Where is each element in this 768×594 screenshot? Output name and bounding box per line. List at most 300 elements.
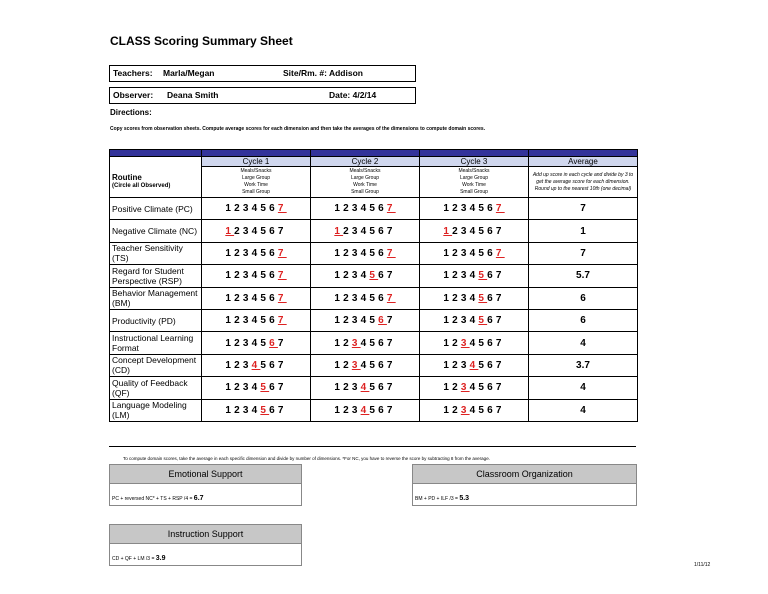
score-option[interactable]: 2	[452, 225, 461, 237]
score-option[interactable]: 1	[225, 337, 235, 349]
score-option[interactable]: 7	[386, 270, 396, 282]
score-option[interactable]: 5	[260, 292, 270, 304]
score-option[interactable]: 5	[260, 270, 270, 282]
scoring-table	[109, 149, 638, 422]
score-option[interactable]: 6	[378, 315, 387, 327]
score-option[interactable]: 5	[260, 315, 270, 327]
table-row	[110, 242, 638, 264]
average-value: 5.7	[529, 265, 638, 287]
score-scale-cycle-1[interactable]	[202, 242, 311, 264]
score-option[interactable]: 7	[386, 247, 396, 259]
score-option[interactable]: 4	[360, 382, 370, 394]
score-option[interactable]: 1	[334, 225, 344, 237]
score-option[interactable]: 6	[269, 203, 278, 215]
score-option[interactable]: 3	[460, 404, 470, 416]
score-option[interactable]: 3	[242, 270, 252, 282]
score-scale-cycle-2[interactable]	[311, 354, 420, 376]
routine-label: Routine	[112, 173, 142, 183]
score-option[interactable]: 7	[386, 404, 396, 416]
score-option[interactable]: 7	[386, 337, 396, 349]
score-option[interactable]: 1	[443, 225, 453, 237]
score-option[interactable]: 1	[334, 203, 344, 215]
score-option[interactable]: 7	[277, 247, 287, 259]
score-scale-cycle-1[interactable]	[202, 332, 311, 354]
score-option[interactable]: 4	[469, 292, 479, 304]
score-option[interactable]: 5	[369, 225, 379, 237]
score-scale-cycle-1[interactable]	[202, 399, 311, 421]
score-option[interactable]: 2	[343, 270, 352, 282]
score-option[interactable]: 5	[369, 359, 379, 371]
score-option[interactable]: 3	[351, 359, 361, 371]
score-option[interactable]: 2	[343, 292, 352, 304]
col-average: Average	[529, 157, 638, 167]
score-option[interactable]: 1	[334, 404, 344, 416]
score-option[interactable]: 3	[242, 315, 252, 327]
score-option[interactable]: 6	[378, 270, 387, 282]
score-option[interactable]: 1	[334, 315, 344, 327]
score-option[interactable]: 4	[469, 359, 479, 371]
score-option[interactable]: 3	[460, 247, 470, 259]
dimension-label: Instructional Learning Format	[110, 332, 202, 354]
score-scale-cycle-2[interactable]	[311, 220, 420, 242]
classroom-organization-value: 5.3	[459, 495, 470, 502]
score-option[interactable]: 6	[269, 337, 278, 349]
score-option[interactable]: 5	[478, 382, 488, 394]
score-option[interactable]: 2	[234, 404, 243, 416]
score-option[interactable]: 3	[351, 382, 361, 394]
table-row	[110, 309, 638, 331]
score-option[interactable]: 4	[469, 315, 479, 327]
score-option[interactable]: 4	[251, 203, 261, 215]
score-option[interactable]: 3	[460, 292, 470, 304]
score-option[interactable]: 2	[234, 247, 243, 259]
score-option[interactable]: 6	[378, 292, 387, 304]
score-option[interactable]: 5	[478, 203, 488, 215]
site-label: Site/Rm. #: Addison	[283, 68, 363, 78]
score-option[interactable]: 4	[251, 382, 261, 394]
score-scale-cycle-1[interactable]	[202, 287, 311, 309]
col-cycle-3: Cycle 3	[420, 157, 529, 167]
score-option[interactable]: 6	[487, 382, 496, 394]
score-option[interactable]: 6	[487, 225, 496, 237]
score-option[interactable]: 5	[478, 315, 488, 327]
score-option[interactable]: 6	[269, 247, 278, 259]
score-option[interactable]: 1	[334, 337, 344, 349]
score-option[interactable]: 5	[369, 337, 379, 349]
score-option[interactable]: 2	[343, 247, 352, 259]
score-scale-cycle-3[interactable]	[420, 220, 529, 242]
score-rows	[110, 198, 638, 422]
score-option[interactable]: 3	[460, 382, 470, 394]
score-option[interactable]: 3	[242, 292, 252, 304]
score-option[interactable]: 3	[460, 203, 470, 215]
score-option[interactable]: 3	[242, 404, 252, 416]
score-option[interactable]: 5	[369, 404, 379, 416]
score-option[interactable]: 4	[360, 359, 370, 371]
score-option[interactable]: 4	[360, 315, 370, 327]
score-scale-cycle-2[interactable]	[311, 309, 420, 331]
score-option[interactable]: 6	[378, 382, 387, 394]
score-option[interactable]: 2	[343, 404, 352, 416]
dimension-label: Concept Development (CD)	[110, 354, 202, 376]
score-option[interactable]: 1	[225, 359, 235, 371]
score-option[interactable]: 4	[469, 225, 479, 237]
score-option[interactable]: 7	[386, 359, 396, 371]
score-option[interactable]: 6	[269, 270, 278, 282]
score-option[interactable]: 1	[334, 359, 344, 371]
score-option[interactable]: 5	[478, 337, 488, 349]
score-option[interactable]: 5	[478, 359, 488, 371]
score-option[interactable]: 4	[360, 225, 370, 237]
score-option[interactable]: 5	[260, 247, 270, 259]
instruction-support-title: Instruction Support	[110, 525, 301, 544]
score-option[interactable]: 3	[242, 225, 252, 237]
average-value: 4	[529, 399, 638, 421]
score-option[interactable]: 2	[452, 270, 461, 282]
score-option[interactable]: 5	[260, 225, 270, 237]
average-value: 6	[529, 309, 638, 331]
score-option[interactable]: 5	[369, 270, 379, 282]
score-option[interactable]: 2	[452, 382, 461, 394]
score-option[interactable]: 4	[360, 337, 370, 349]
score-option[interactable]: 7	[277, 404, 287, 416]
score-option[interactable]: 2	[234, 292, 243, 304]
routine-option[interactable]: Large Group	[350, 175, 380, 181]
score-option[interactable]: 1	[334, 292, 344, 304]
score-option[interactable]: 4	[469, 382, 479, 394]
average-value: 3.7	[529, 354, 638, 376]
score-scale-cycle-1[interactable]	[202, 309, 311, 331]
table-row	[110, 220, 638, 242]
score-option[interactable]: 7	[495, 247, 505, 259]
average-value: 1	[529, 220, 638, 242]
average-value: 7	[529, 242, 638, 264]
score-scale-cycle-1[interactable]	[202, 198, 311, 220]
score-scale-cycle-2[interactable]	[311, 198, 420, 220]
score-scale-cycle-2[interactable]	[311, 399, 420, 421]
score-option[interactable]: 2	[343, 225, 352, 237]
score-option[interactable]: 2	[452, 247, 461, 259]
score-option[interactable]: 7	[386, 382, 396, 394]
score-option[interactable]: 4	[251, 292, 261, 304]
score-option[interactable]: 3	[460, 359, 470, 371]
routine-option[interactable]: Meals/Snacks	[458, 168, 490, 174]
score-option[interactable]: 5	[369, 203, 379, 215]
score-option[interactable]: 5	[260, 337, 270, 349]
score-option[interactable]: 4	[251, 404, 261, 416]
score-option[interactable]: 2	[234, 315, 243, 327]
score-option[interactable]: 5	[260, 203, 270, 215]
score-option[interactable]: 1	[225, 225, 235, 237]
dimension-label: Teacher Sensitivity (TS)	[110, 242, 202, 264]
score-option[interactable]: 5	[478, 270, 488, 282]
teachers-row	[109, 65, 416, 82]
score-option[interactable]: 7	[495, 359, 505, 371]
score-option[interactable]: 7	[495, 404, 505, 416]
score-scale-cycle-1[interactable]	[202, 220, 311, 242]
routine-option[interactable]: Small Group	[242, 189, 270, 195]
score-option[interactable]: 5	[369, 292, 379, 304]
average-value: 4	[529, 377, 638, 399]
score-option[interactable]: 6	[378, 225, 387, 237]
score-option[interactable]: 6	[269, 225, 278, 237]
score-option[interactable]: 2	[343, 359, 352, 371]
score-option[interactable]: 7	[495, 382, 505, 394]
score-option[interactable]: 7	[495, 315, 505, 327]
score-option[interactable]: 1	[443, 315, 453, 327]
score-option[interactable]: 6	[269, 292, 278, 304]
score-option[interactable]: 1	[443, 404, 453, 416]
score-option[interactable]: 6	[378, 359, 387, 371]
score-option[interactable]: 1	[334, 382, 344, 394]
score-option[interactable]: 7	[277, 337, 287, 349]
score-option[interactable]: 3	[351, 270, 361, 282]
routine-option[interactable]: Large Group	[241, 175, 271, 181]
score-option[interactable]: 4	[251, 337, 261, 349]
table-row	[110, 399, 638, 421]
classroom-organization-panel	[412, 464, 637, 506]
score-scale-cycle-1[interactable]	[202, 265, 311, 287]
table-row	[110, 332, 638, 354]
score-option[interactable]: 4	[360, 203, 370, 215]
score-scale-cycle-3[interactable]	[420, 287, 529, 309]
score-scale-cycle-2[interactable]	[311, 377, 420, 399]
score-option[interactable]: 1	[443, 292, 453, 304]
score-scale-cycle-1[interactable]	[202, 354, 311, 376]
score-option[interactable]: 6	[269, 382, 278, 394]
score-option[interactable]: 7	[495, 203, 505, 215]
routine-option[interactable]: Meals/Snacks	[349, 168, 381, 174]
score-option[interactable]: 7	[277, 292, 287, 304]
routine-option[interactable]: Large Group	[459, 175, 489, 181]
score-option[interactable]: 1	[225, 315, 235, 327]
score-option[interactable]: 7	[386, 225, 396, 237]
score-option[interactable]: 7	[495, 270, 505, 282]
emotional-support-title: Emotional Support	[110, 465, 301, 484]
score-option[interactable]: 7	[277, 203, 287, 215]
score-option[interactable]: 4	[469, 337, 479, 349]
score-option[interactable]: 1	[225, 292, 235, 304]
score-option[interactable]: 3	[351, 292, 361, 304]
score-option[interactable]: 5	[369, 382, 379, 394]
score-option[interactable]: 3	[242, 382, 252, 394]
score-option[interactable]: 3	[351, 247, 361, 259]
score-option[interactable]: 6	[487, 359, 496, 371]
dimension-label: Positive Climate (PC)	[110, 198, 202, 220]
score-option[interactable]: 3	[242, 337, 252, 349]
score-option[interactable]: 4	[251, 359, 261, 371]
score-option[interactable]: 1	[443, 203, 453, 215]
score-option[interactable]: 2	[452, 404, 461, 416]
score-option[interactable]: 6	[269, 315, 278, 327]
score-scale-cycle-3[interactable]	[420, 354, 529, 376]
score-option[interactable]: 3	[460, 337, 470, 349]
score-option[interactable]: 1	[225, 382, 235, 394]
score-option[interactable]: 2	[343, 382, 352, 394]
score-scale-cycle-2[interactable]	[311, 332, 420, 354]
routine-options-cycle-1[interactable]	[202, 167, 311, 198]
score-option[interactable]: 1	[225, 203, 235, 215]
score-option[interactable]: 4	[469, 404, 479, 416]
score-option[interactable]: 6	[378, 404, 387, 416]
routine-option[interactable]: Meals/Snacks	[240, 168, 272, 174]
score-option[interactable]: 2	[234, 337, 243, 349]
score-option[interactable]: 3	[242, 203, 252, 215]
dimension-label: Productivity (PD)	[110, 309, 202, 331]
score-option[interactable]: 7	[277, 270, 287, 282]
score-option[interactable]: 2	[452, 203, 461, 215]
score-option[interactable]: 2	[452, 315, 461, 327]
score-option[interactable]: 4	[360, 247, 370, 259]
score-option[interactable]: 5	[478, 225, 488, 237]
score-option[interactable]: 3	[460, 225, 470, 237]
score-option[interactable]: 7	[277, 382, 287, 394]
routine-options-cycle-2[interactable]	[311, 167, 420, 198]
score-option[interactable]: 7	[277, 315, 287, 327]
score-option[interactable]: 6	[269, 359, 278, 371]
score-option[interactable]: 5	[260, 382, 270, 394]
col-cycle-1: Cycle 1	[202, 157, 311, 167]
score-option[interactable]: 5	[369, 247, 379, 259]
score-option[interactable]: 7	[495, 292, 505, 304]
score-option[interactable]: 6	[487, 247, 496, 259]
score-option[interactable]: 3	[242, 247, 252, 259]
score-option[interactable]: 1	[443, 359, 453, 371]
score-option[interactable]: 6	[487, 337, 496, 349]
dimension-label: Behavior Management (BM)	[110, 287, 202, 309]
table-header-row	[110, 157, 638, 167]
score-scale-cycle-3[interactable]	[420, 309, 529, 331]
score-option[interactable]: 2	[234, 359, 243, 371]
score-option[interactable]: 6	[487, 203, 496, 215]
score-option[interactable]: 4	[469, 203, 479, 215]
score-option[interactable]: 6	[487, 270, 496, 282]
score-option[interactable]: 1	[225, 404, 235, 416]
date-label: Date: 4/2/14	[329, 90, 377, 100]
score-scale-cycle-2[interactable]	[311, 287, 420, 309]
teachers-label: Teachers:	[113, 68, 153, 78]
dimension-label: Quality of Feedback (QF)	[110, 377, 202, 399]
score-option[interactable]: 5	[369, 315, 379, 327]
routine-options-cycle-3[interactable]	[420, 167, 529, 198]
score-option[interactable]: 1	[443, 247, 453, 259]
score-option[interactable]: 3	[460, 270, 470, 282]
footer-date: 1/11/12	[694, 562, 711, 568]
score-option[interactable]: 5	[478, 292, 488, 304]
score-option[interactable]: 2	[343, 203, 352, 215]
score-option[interactable]: 7	[277, 225, 287, 237]
compute-note: To compute domain scores, take the average in each specific dimension and divide by number of dimensions. *For NC, you have to reverse the score by subtracting 8 from the average.	[123, 456, 490, 461]
observer-row	[109, 87, 416, 104]
score-option[interactable]: 5	[260, 404, 270, 416]
score-option[interactable]: 4	[251, 315, 261, 327]
score-option[interactable]: 7	[386, 203, 396, 215]
table-row	[110, 198, 638, 220]
score-option[interactable]: 2	[452, 292, 461, 304]
divider	[109, 446, 636, 447]
score-option[interactable]: 2	[343, 315, 352, 327]
score-option[interactable]: 6	[378, 337, 387, 349]
score-option[interactable]: 4	[251, 270, 261, 282]
score-option[interactable]: 1	[443, 382, 453, 394]
score-option[interactable]: 2	[452, 337, 461, 349]
score-option[interactable]: 1	[334, 247, 344, 259]
score-option[interactable]: 7	[386, 292, 396, 304]
dimension-label: Regard for Student Perspective (RSP)	[110, 265, 202, 287]
average-value: 6	[529, 287, 638, 309]
score-option[interactable]: 4	[360, 270, 370, 282]
score-option[interactable]: 7	[495, 337, 505, 349]
score-option[interactable]: 4	[251, 247, 261, 259]
routine-option[interactable]: Work Time	[462, 182, 486, 188]
score-option[interactable]: 4	[360, 292, 370, 304]
score-option[interactable]: 2	[234, 225, 243, 237]
score-option[interactable]: 3	[351, 315, 361, 327]
score-scale-cycle-3[interactable]	[420, 265, 529, 287]
score-option[interactable]: 2	[234, 203, 243, 215]
score-option[interactable]: 6	[487, 315, 496, 327]
score-scale-cycle-3[interactable]	[420, 332, 529, 354]
score-option[interactable]: 6	[487, 404, 496, 416]
score-option[interactable]: 6	[487, 292, 496, 304]
score-option[interactable]: 1	[443, 337, 453, 349]
score-option[interactable]: 2	[234, 270, 243, 282]
score-option[interactable]: 7	[386, 315, 396, 327]
routine-option[interactable]: Small Group	[351, 189, 379, 195]
score-option[interactable]: 6	[378, 247, 387, 259]
score-option[interactable]: 2	[343, 337, 352, 349]
score-scale-cycle-1[interactable]	[202, 377, 311, 399]
score-option[interactable]: 3	[242, 359, 252, 371]
score-option[interactable]: 4	[469, 247, 479, 259]
score-option[interactable]: 7	[495, 225, 505, 237]
score-option[interactable]: 3	[351, 404, 361, 416]
routine-option[interactable]: Work Time	[353, 182, 377, 188]
routine-option[interactable]: Work Time	[244, 182, 268, 188]
score-option[interactable]: 6	[269, 404, 278, 416]
score-option[interactable]: 7	[277, 359, 287, 371]
score-option[interactable]: 3	[351, 337, 361, 349]
score-option[interactable]: 1	[443, 270, 453, 282]
score-option[interactable]: 3	[351, 203, 361, 215]
observer-value: Deana Smith	[167, 90, 219, 100]
score-scale-cycle-3[interactable]	[420, 242, 529, 264]
score-scale-cycle-3[interactable]	[420, 377, 529, 399]
score-option[interactable]: 4	[469, 270, 479, 282]
score-scale-cycle-2[interactable]	[311, 242, 420, 264]
score-option[interactable]: 2	[452, 359, 461, 371]
dimension-label: Language Modeling (LM)	[110, 399, 202, 421]
score-scale-cycle-3[interactable]	[420, 198, 529, 220]
score-scale-cycle-2[interactable]	[311, 265, 420, 287]
score-option[interactable]: 6	[378, 203, 387, 215]
score-option[interactable]: 1	[225, 247, 235, 259]
score-option[interactable]: 5	[260, 359, 270, 371]
teachers-value: Marla/Megan	[163, 68, 215, 78]
score-option[interactable]: 3	[351, 225, 361, 237]
score-scale-cycle-3[interactable]	[420, 399, 529, 421]
score-option[interactable]: 5	[478, 247, 488, 259]
score-option[interactable]: 4	[251, 225, 261, 237]
score-option[interactable]: 1	[225, 270, 235, 282]
routine-option[interactable]: Small Group	[460, 189, 488, 195]
score-option[interactable]: 4	[360, 404, 370, 416]
score-option[interactable]: 3	[460, 315, 470, 327]
emotional-support-panel	[109, 464, 302, 506]
score-option[interactable]: 1	[334, 270, 344, 282]
score-option[interactable]: 2	[234, 382, 243, 394]
score-option[interactable]: 5	[478, 404, 488, 416]
